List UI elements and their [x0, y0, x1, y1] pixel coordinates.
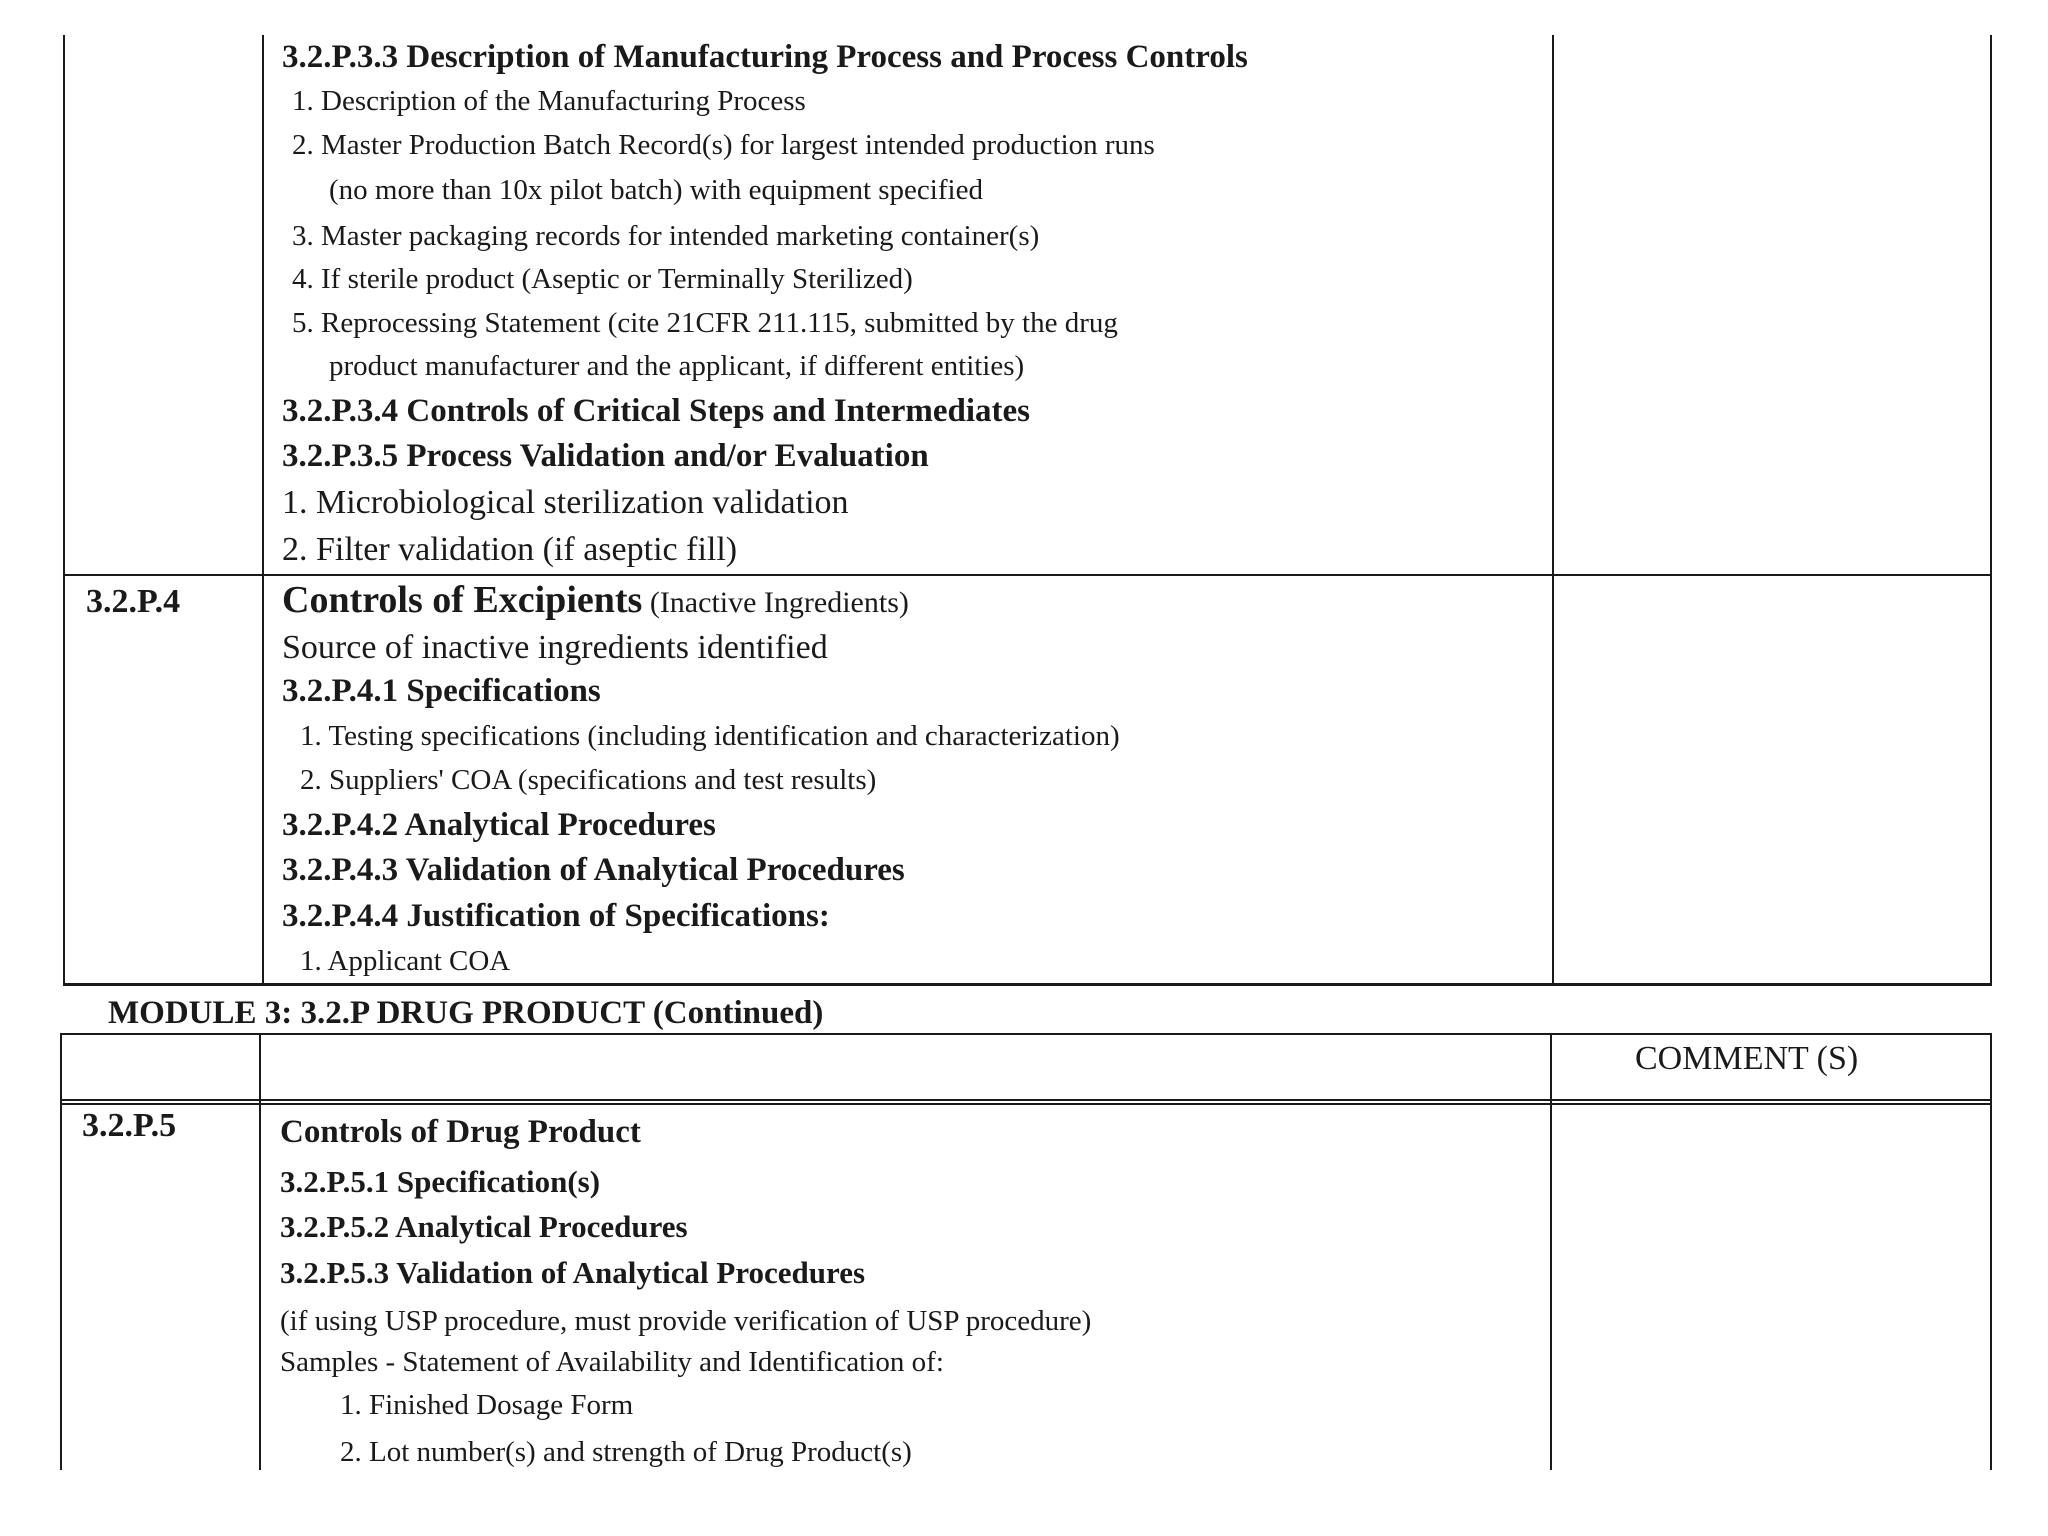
p35-item-2: 2. Filter validation (if aseptic fill)	[282, 531, 738, 568]
p52-heading: 3.2.P.5.2 Analytical Procedures	[280, 1209, 688, 1244]
p53-heading: 3.2.P.5.3 Validation of Analytical Procedures	[280, 1255, 866, 1290]
p35-heading: 3.2.P.3.5 Process Validation and/or Evaluation	[282, 438, 929, 474]
p33-item-1: 1. Description of the Manufacturing Process	[292, 85, 806, 117]
p33-item-5-cont: product manufacturer and the applicant, if different entities)	[329, 350, 1025, 382]
samples-line: Samples - Statement of Availability and Identification of:	[280, 1346, 944, 1378]
table1-left-border	[63, 35, 65, 985]
table2-top-border	[60, 1033, 1992, 1035]
table1-comment-divider	[1552, 35, 1554, 985]
p33-heading: 3.2.P.3.3 Description of Manufacturing Process and Process Controls	[282, 39, 1248, 75]
table1-bottom-border	[63, 983, 1992, 986]
p34-heading: 3.2.P.3.4 Controls of Critical Steps and Intermediates	[282, 393, 1030, 429]
p33-item-2: 2. Master Production Batch Record(s) for largest intended production runs	[292, 129, 1155, 161]
p51-heading: 3.2.P.5.1 Specification(s)	[280, 1164, 601, 1199]
table1-right-border	[1990, 35, 1992, 985]
table2-body-top	[60, 1103, 1992, 1105]
p44-heading: 3.2.P.4.4 Justification of Specifications:	[282, 898, 830, 934]
p5-title: Controls of Drug Product	[280, 1114, 641, 1150]
p53-note: (if using USP procedure, must provide verification of USP procedure)	[280, 1305, 1092, 1337]
module-title: MODULE 3: 3.2.P DRUG PRODUCT (Continued)	[108, 995, 824, 1031]
p33-item-5: 5. Reprocessing Statement (cite 21CFR 211.115, submitted by the drug	[292, 307, 1118, 339]
sample-item-2: 2. Lot number(s) and strength of Drug Product(s)	[340, 1436, 912, 1468]
p33-item-2-cont: (no more than 10x pilot batch) with equipment specified	[329, 174, 983, 206]
comment-header: COMMENT (S)	[1635, 1040, 1859, 1077]
p44-item-1: 1. Applicant COA	[300, 945, 511, 977]
p35-item-1: 1. Microbiological sterilization validation	[282, 484, 849, 521]
table2-header-bottom	[60, 1099, 1992, 1101]
p33-item-3: 3. Master packaging records for intended marketing container(s)	[292, 220, 1040, 252]
p41-item-1: 1. Testing specifications (including identification and characterization)	[300, 720, 1120, 752]
p41-item-2: 2. Suppliers' COA (specifications and test results)	[300, 764, 877, 796]
table1-col-divider	[262, 35, 264, 985]
p4-title	[282, 580, 909, 623]
p42-heading: 3.2.P.4.2 Analytical Procedures	[282, 807, 716, 843]
p33-item-4: 4. If sterile product (Aseptic or Terminally Sterilized)	[292, 263, 913, 295]
p43-heading: 3.2.P.4.3 Validation of Analytical Procedures	[282, 852, 905, 888]
table2-col-divider	[259, 1033, 261, 1470]
table2-right-border	[1990, 1033, 1992, 1470]
p4-title-note: (Inactive Ingredients)	[642, 586, 909, 619]
table2-left-border	[60, 1033, 62, 1470]
table2-comment-divider	[1550, 1033, 1552, 1470]
table1-row-divider	[63, 574, 1992, 576]
p4-code: 3.2.P.4	[86, 583, 181, 620]
p5-code: 3.2.P.5	[82, 1107, 177, 1144]
sample-item-1: 1. Finished Dosage Form	[340, 1389, 634, 1421]
p41-heading: 3.2.P.4.1 Specifications	[282, 673, 601, 709]
p4-source: Source of inactive ingredients identified	[282, 629, 828, 666]
p4-title-text: Controls of Excipients	[282, 579, 643, 621]
